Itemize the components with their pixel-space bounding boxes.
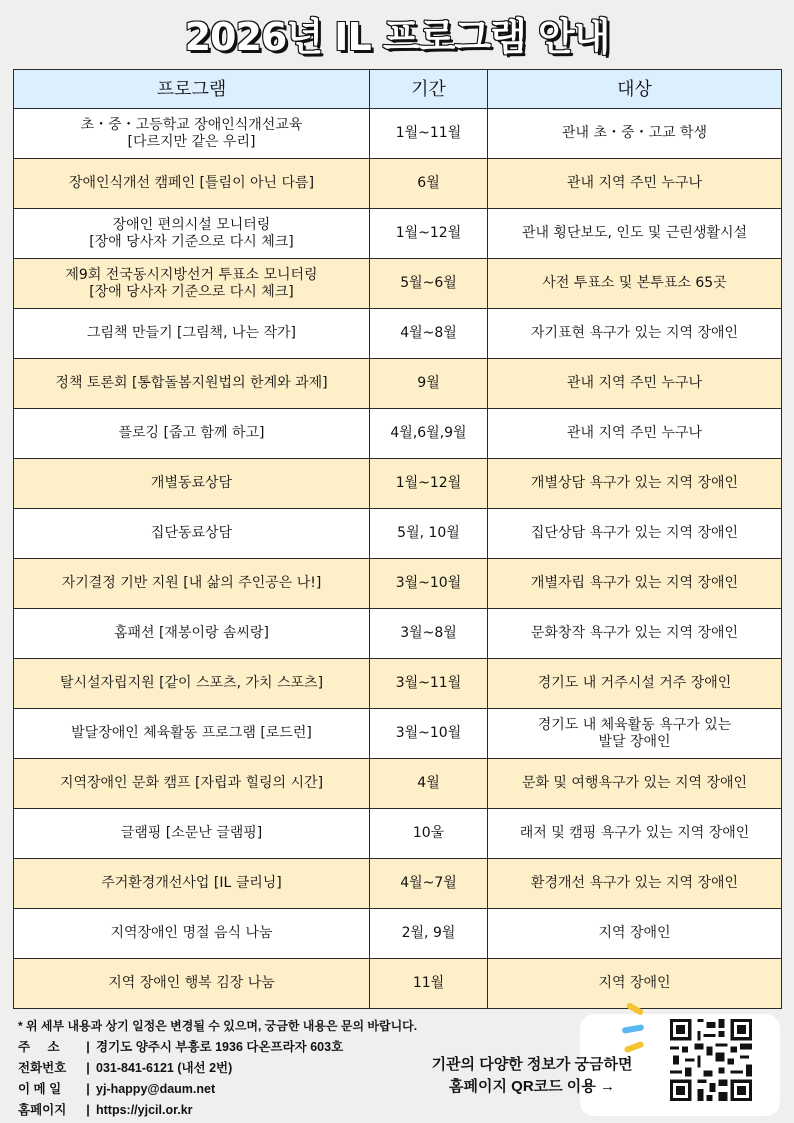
contact-label: 전화번호 [18, 1061, 67, 1075]
program-cell: 집단동료상담 [14, 509, 370, 559]
contact-label: 이 메 일 [18, 1082, 62, 1096]
period-cell: 1월~12월 [370, 209, 488, 259]
qr-caption-line: 기관의 다양한 정보가 궁금하면 [431, 1056, 633, 1073]
contact-label: 홈페이지 [18, 1103, 67, 1117]
table-row [14, 859, 782, 909]
program-cell: 초・중・고등학교 장애인식개선교육 [다르지만 같은 우리] [14, 109, 370, 159]
period-cell: 9월 [370, 359, 488, 409]
header-target: 대상 [488, 70, 782, 109]
program-cell: 발달장애인 체육활동 프로그램 [로드런] [14, 709, 370, 759]
program-cell: 장애인식개선 캠페인 [틀림이 아닌 다름] [14, 159, 370, 209]
qr-caption [412, 1054, 652, 1098]
program-cell: 개별동료상담 [14, 459, 370, 509]
program-cell: 장애인 편의시설 모니터링 [장애 당사자 기준으로 다시 체크] [14, 209, 370, 259]
program-cell: 주거환경개선사업 [IL 클리닝] [14, 859, 370, 909]
period-cell: 5월~6월 [370, 259, 488, 309]
program-cell: 플로깅 [줍고 함께 하고] [14, 409, 370, 459]
table-row [14, 709, 782, 759]
table-row [14, 959, 782, 1009]
contact-value[interactable]: https://yjcil.or.kr [96, 1103, 193, 1117]
target-cell: 집단상담 욕구가 있는 지역 장애인 [488, 509, 782, 559]
table-row [14, 109, 782, 159]
target-cell: 사전 투표소 및 본투표소 65곳 [488, 259, 782, 309]
qr-code-icon[interactable] [667, 1016, 755, 1104]
target-cell: 경기도 내 체육활동 욕구가 있는 발달 장애인 [488, 709, 782, 759]
program-cell: 글램핑 [소문난 글램핑] [14, 809, 370, 859]
program-cell: 그림책 만들기 [그림책, 나는 작가] [14, 309, 370, 359]
target-cell: 자기표현 욕구가 있는 지역 장애인 [488, 309, 782, 359]
target-cell: 관내 지역 주민 누구나 [488, 159, 782, 209]
target-cell: 관내 지역 주민 누구나 [488, 409, 782, 459]
target-cell: 경기도 내 거주시설 거주 장애인 [488, 659, 782, 709]
period-cell: 3월~10월 [370, 709, 488, 759]
target-cell: 지역 장애인 [488, 909, 782, 959]
period-cell: 4월 [370, 759, 488, 809]
table-row [14, 409, 782, 459]
target-cell: 관내 지역 주민 누구나 [488, 359, 782, 409]
table-row [14, 359, 782, 409]
table-row [14, 759, 782, 809]
table-row [14, 509, 782, 559]
contact-info [18, 1016, 417, 1121]
contact-label: 주 소 [18, 1040, 60, 1054]
period-cell: 5월, 10월 [370, 509, 488, 559]
table-row [14, 559, 782, 609]
period-cell: 1월~12월 [370, 459, 488, 509]
target-cell: 관내 횡단보도, 인도 및 근린생활시설 [488, 209, 782, 259]
target-cell: 개별자립 욕구가 있는 지역 장애인 [488, 559, 782, 609]
qr-caption-line: 홈페이지 QR코드 이용 → [449, 1078, 615, 1095]
period-cell: 10울 [370, 809, 488, 859]
contact-separator: | [86, 1040, 90, 1054]
header-program: 프로그램 [14, 70, 370, 109]
contact-separator: | [86, 1061, 90, 1075]
program-cell: 제9회 전국동시지방선거 투표소 모니터링 [장애 당사자 기준으로 다시 체크] [14, 259, 370, 309]
target-cell: 환경개선 욕구가 있는 지역 장애인 [488, 859, 782, 909]
page-title: 2026년 IL 프로그램 안내 [184, 15, 610, 59]
contact-row [18, 1037, 417, 1058]
contact-row [18, 1079, 417, 1100]
period-cell: 4월~7월 [370, 859, 488, 909]
target-cell: 문화 및 여행욕구가 있는 지역 장애인 [488, 759, 782, 809]
target-cell: 지역 장애인 [488, 959, 782, 1009]
table-row [14, 909, 782, 959]
program-cell: 탈시설자립지원 [같이 스포츠, 가치 스포츠] [14, 659, 370, 709]
program-cell: 지역 장애인 행복 김장 나눔 [14, 959, 370, 1009]
table-header-row [14, 70, 782, 109]
table-row [14, 809, 782, 859]
contact-separator: | [86, 1082, 90, 1096]
contact-separator: | [86, 1103, 90, 1117]
program-table [13, 69, 782, 1009]
table-row [14, 259, 782, 309]
period-cell: 3월~11월 [370, 659, 488, 709]
period-cell: 3월~10월 [370, 559, 488, 609]
period-cell: 2월, 9월 [370, 909, 488, 959]
table-row [14, 209, 782, 259]
period-cell: 11월 [370, 959, 488, 1009]
period-cell: 6월 [370, 159, 488, 209]
period-cell: 4월,6월,9월 [370, 409, 488, 459]
contact-row [18, 1100, 417, 1121]
program-cell: 홈패션 [재봉이랑 솜씨랑] [14, 609, 370, 659]
program-cell: 정책 토론회 [통합돌봄지원법의 한계와 과제] [14, 359, 370, 409]
target-cell: 래저 및 캠핑 욕구가 있는 지역 장애인 [488, 809, 782, 859]
period-cell: 1월~11월 [370, 109, 488, 159]
program-cell: 지역장애인 명절 음식 나눔 [14, 909, 370, 959]
notice-text: * 위 세부 내용과 상기 일정은 변경될 수 있으며, 궁금한 내용은 문의 바랍니다. [18, 1019, 418, 1033]
table-row [14, 309, 782, 359]
contact-value[interactable]: yj-happy@daum.net [96, 1082, 216, 1096]
period-cell: 3월~8월 [370, 609, 488, 659]
target-cell: 개별상담 욕구가 있는 지역 장애인 [488, 459, 782, 509]
table-row [14, 459, 782, 509]
table-row [14, 159, 782, 209]
header-period: 기간 [370, 70, 488, 109]
table-row [14, 659, 782, 709]
program-cell: 지역장애인 문화 캠프 [자립과 힐링의 시간] [14, 759, 370, 809]
target-cell: 관내 초・중・고교 학생 [488, 109, 782, 159]
period-cell: 4월~8월 [370, 309, 488, 359]
table-row [14, 609, 782, 659]
program-cell: 자기결정 기반 지원 [내 삶의 주인공은 나!] [14, 559, 370, 609]
contact-value: 경기도 양주시 부흥로 1936 다온프라자 603호 [96, 1040, 344, 1054]
contact-row [18, 1058, 417, 1079]
target-cell: 문화창작 욕구가 있는 지역 장애인 [488, 609, 782, 659]
contact-value: 031-841-6121 (내선 2번) [96, 1061, 233, 1075]
